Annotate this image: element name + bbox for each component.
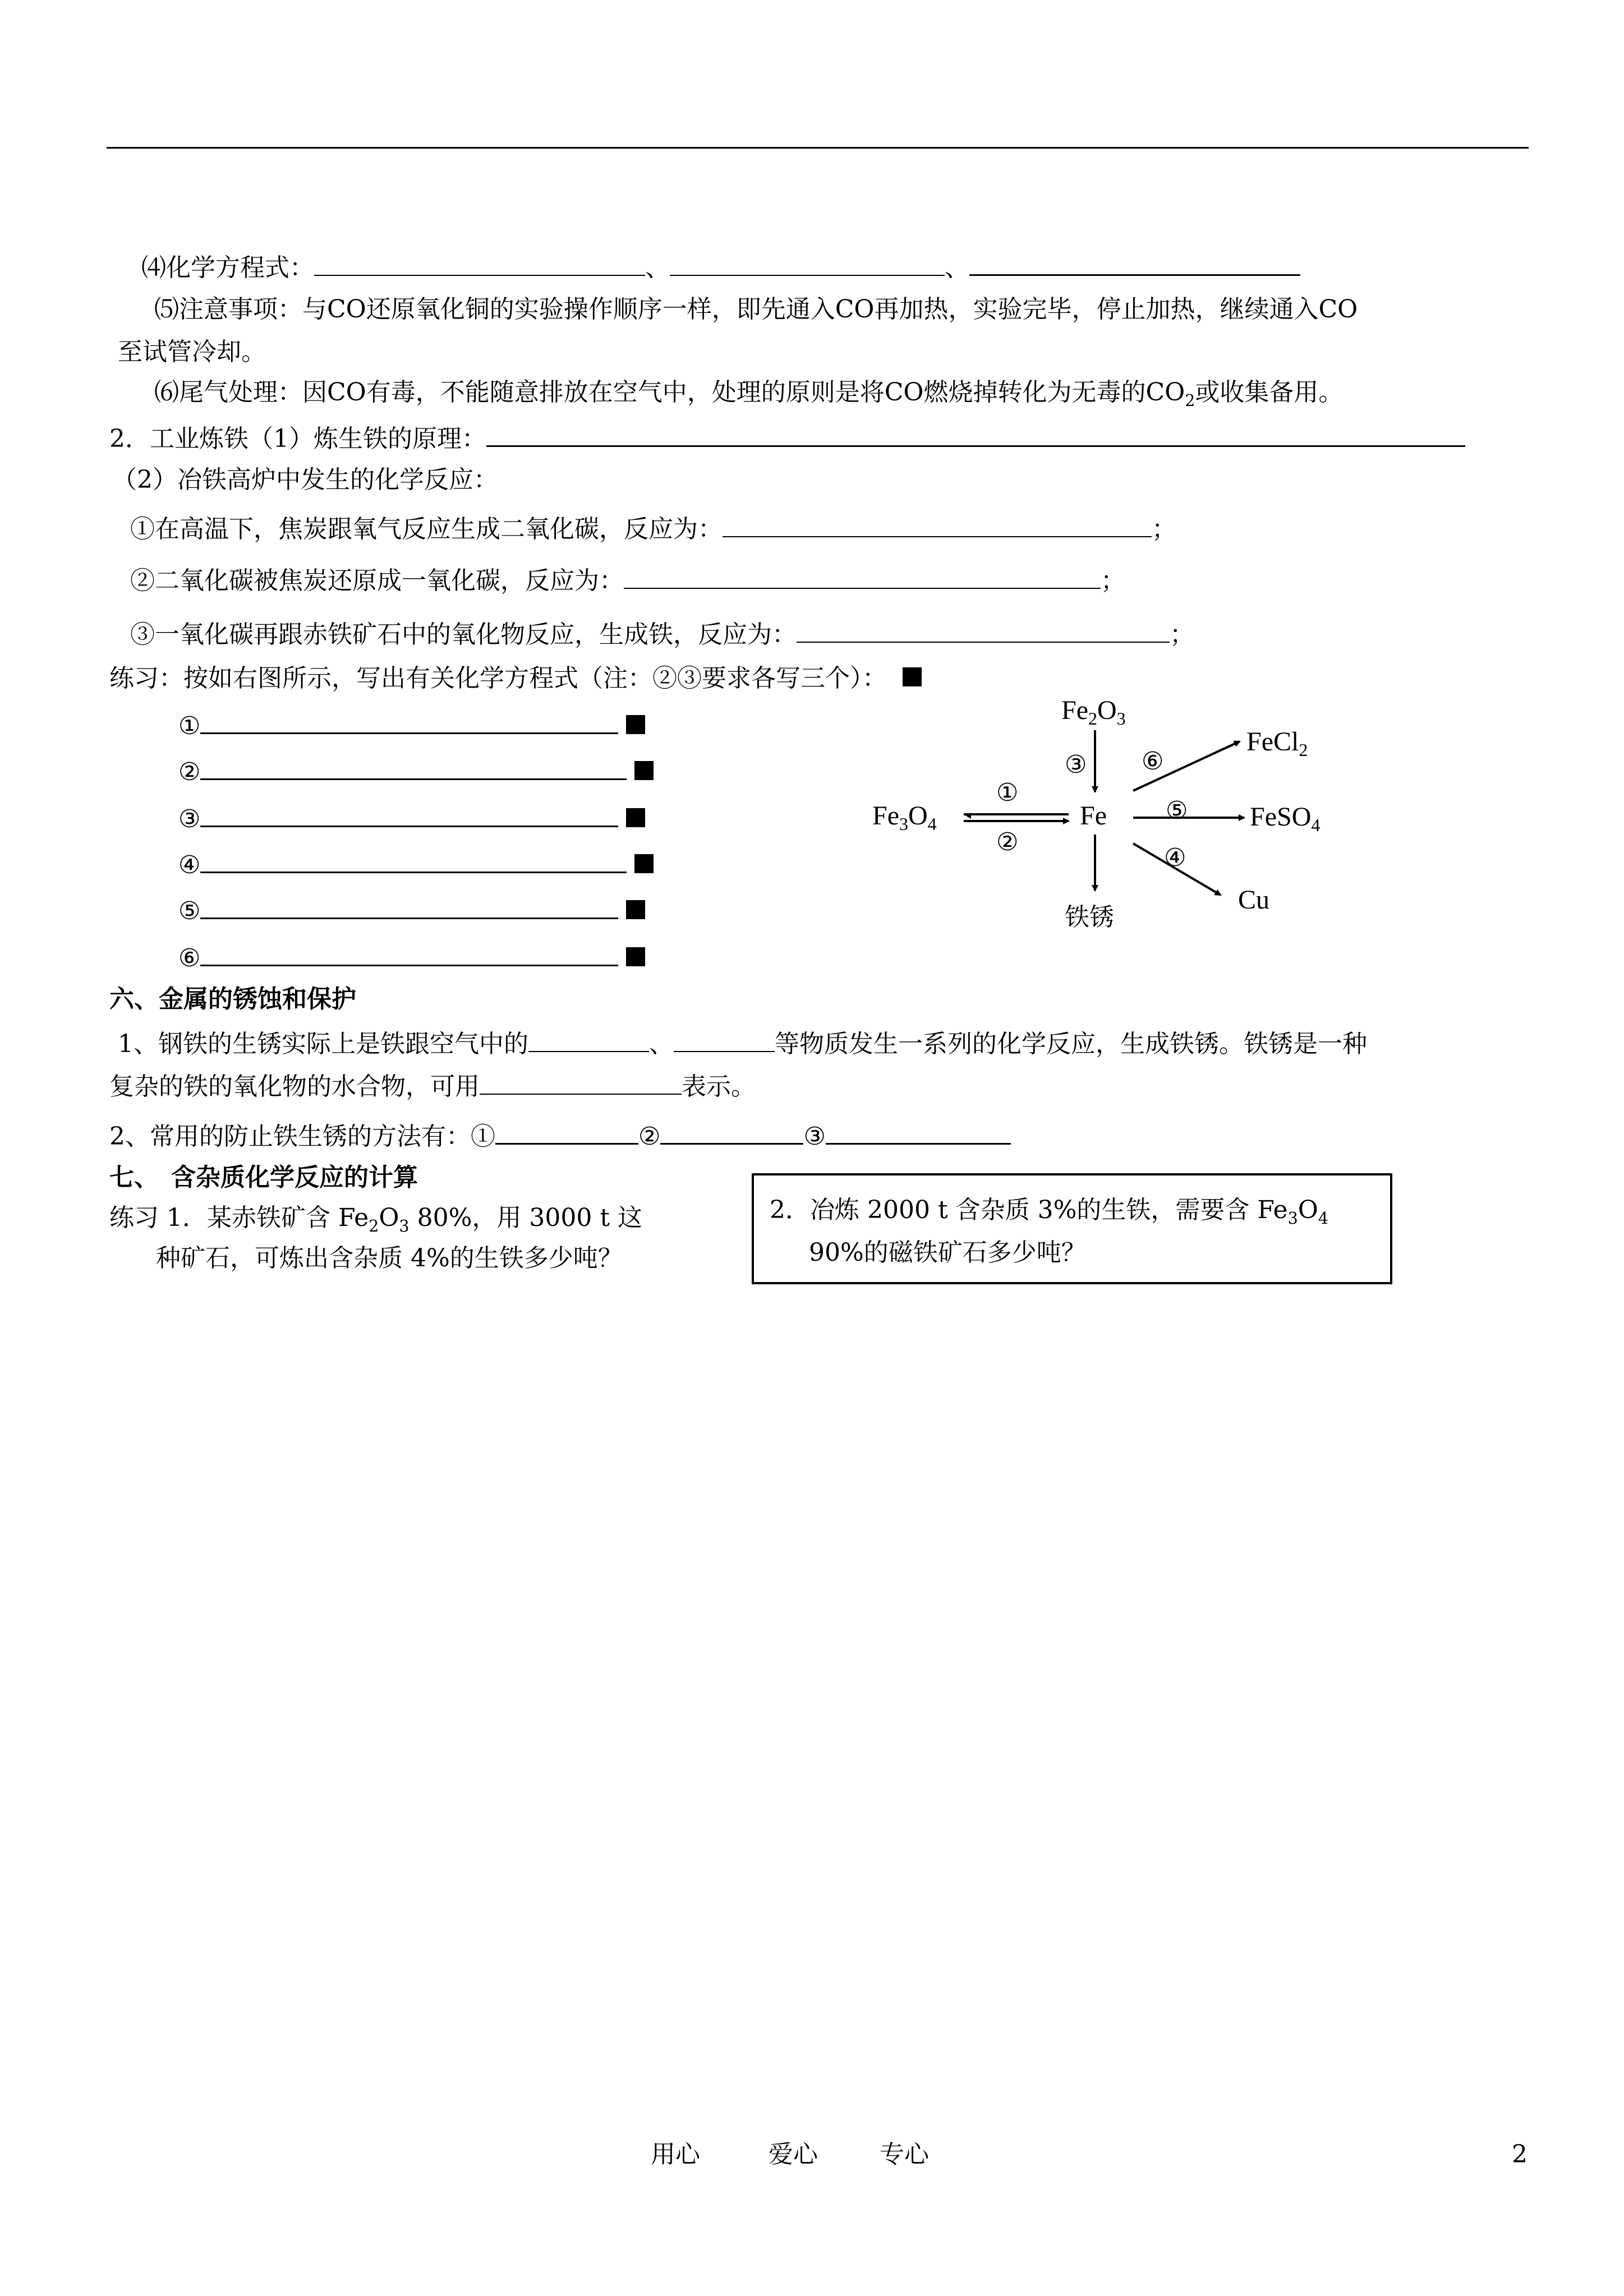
blank-method-1[interactable] [495, 1118, 638, 1145]
practice-blank[interactable] [200, 754, 627, 780]
ex1-text-c: 80%，用 3000 t 这 [409, 1204, 643, 1232]
item6-text-pre: ⑹尾气处理：因CO有毒，不能随意排放在空气中，处理的原则是将CO燃烧掉转化为无毒的CO [154, 378, 1185, 407]
node-fe3o4: $Fe_3O_4$ [872, 801, 937, 834]
section-six-p1 [118, 1026, 1367, 1061]
header-rule [107, 147, 1529, 149]
square-marker-icon [634, 761, 654, 780]
ex2-text-b: O [1298, 1196, 1318, 1224]
ex2-sub2: 4 [1318, 1208, 1329, 1228]
footer-motto-2: 爱心 [769, 2140, 818, 2169]
node-fe2o3: $Fe_2O_3$ [1061, 695, 1126, 729]
p1-text-a: 1、钢铁的生锈实际上是铁跟空气中的 [118, 1030, 528, 1058]
practice-item-number: ⑤ [178, 897, 201, 925]
page-number: 2 [1512, 2140, 1528, 2169]
practice-blank[interactable] [200, 708, 618, 734]
footer-motto-3: 专心 [880, 2140, 929, 2169]
practice-blank[interactable] [200, 847, 627, 873]
exercise2-line1 [770, 1193, 1328, 1235]
separator: 、 [645, 253, 670, 282]
square-marker-icon [626, 900, 645, 919]
semicolon: ； [1170, 620, 1194, 649]
item6-line [154, 376, 1343, 417]
blank-equation-1[interactable] [314, 250, 645, 276]
label-2: ② [996, 828, 1019, 856]
practice-blank[interactable] [200, 893, 618, 919]
practice-intro: 练习：按如右图所示，写出有关化学方程式（注：②③要求各写三个）： [109, 664, 887, 693]
reaction3-line [130, 617, 1194, 652]
p1-text-d: 表示。 [682, 1072, 756, 1101]
square-marker-icon [634, 854, 654, 873]
square-marker-icon [626, 715, 645, 734]
ex1-sub2: 3 [399, 1216, 410, 1235]
blank-method-3[interactable] [826, 1118, 1011, 1145]
practice-item-number: ② [178, 758, 201, 786]
ex1-text-a: 练习 1．某赤铁矿含 Fe [109, 1204, 369, 1232]
exercise1-line1 [109, 1201, 642, 1243]
label-5: ⑤ [1166, 796, 1188, 825]
blank-equation-2[interactable] [670, 250, 945, 276]
reaction3-text: ③一氧化碳再跟赤铁矿石中的氧化物反应，生成铁，反应为： [130, 620, 797, 649]
practice-item-number: ④ [178, 851, 201, 879]
item5-text-cont: 至试管冷却。 [118, 338, 266, 366]
section-six-p1-cont [109, 1069, 756, 1104]
item4-line [141, 250, 1300, 285]
square-marker-icon [626, 808, 645, 827]
exercise2-line2: 90%的磁铁矿石多少吨？ [809, 1238, 1086, 1267]
practice-intro-line [109, 662, 922, 695]
industrial-principle-label: 2．工业炼铁（1）炼生铁的原理： [109, 425, 486, 453]
node-fecl2: FeCl$_2$ [1246, 727, 1308, 760]
practice-blank[interactable] [200, 801, 618, 827]
node-cu: Cu [1238, 885, 1270, 915]
reaction1-line [130, 511, 1176, 546]
blank-reaction2[interactable] [624, 563, 1101, 589]
item4-label: ⑷化学方程式： [141, 253, 314, 282]
practice-item [178, 754, 654, 789]
iron-reaction-diagram [841, 684, 1374, 976]
label-4: ④ [1164, 843, 1186, 872]
practice-item-number: ⑥ [178, 944, 201, 972]
reaction2-text: ②二氧化碳被焦炭还原成一氧化碳，反应为： [130, 566, 624, 595]
blank-equation-3[interactable] [969, 250, 1300, 276]
separator: 、 [945, 253, 969, 282]
practice-blank[interactable] [200, 940, 618, 966]
practice-item [178, 801, 645, 836]
ex1-text-b: O [379, 1204, 399, 1232]
practice-item-number: ① [178, 712, 201, 740]
p2-text-c: ③ [803, 1122, 826, 1151]
section-six-p2 [109, 1118, 1011, 1154]
square-marker-icon [626, 947, 645, 966]
industrial-line2: （2）冶铁高炉中发生的化学反应： [112, 465, 498, 494]
practice-item [178, 847, 654, 882]
industrial-line1 [109, 421, 1465, 456]
reaction1-text: ①在高温下，焦炭跟氧气反应生成二氧化碳，反应为： [130, 515, 723, 543]
blank-principle[interactable] [486, 421, 1465, 447]
node-rust: 铁锈 [1065, 903, 1114, 932]
p1-text-c: 复杂的铁的氧化物的水合物，可用 [109, 1072, 480, 1101]
practice-item [178, 893, 645, 928]
section-six-title: 六、金属的锈蚀和保护 [109, 985, 356, 1013]
p2-text-b: ② [638, 1122, 661, 1151]
p2-text-a: 2、常用的防止铁生锈的方法有：① [109, 1122, 495, 1151]
p1-text-b: 等物质发生一系列的化学反应，生成铁锈。铁锈是一种 [775, 1030, 1367, 1058]
item6-sub: 2 [1185, 390, 1195, 410]
node-feso4: FeSO$_4$ [1250, 802, 1321, 835]
blank-substance-1[interactable] [528, 1026, 649, 1052]
section-seven-title: 七、 含杂质化学反应的计算 [109, 1163, 418, 1192]
blank-substance-2[interactable] [674, 1026, 775, 1052]
practice-item-number: ③ [178, 805, 201, 833]
blank-reaction1[interactable] [723, 511, 1152, 537]
blank-reaction3[interactable] [797, 617, 1170, 643]
label-6: ⑥ [1142, 747, 1164, 776]
label-1: ① [996, 778, 1019, 807]
item6-text-post: 或收集备用。 [1195, 378, 1344, 407]
ex2-text-a: 2．冶炼 2000 t 含杂质 3%的生铁，需要含 Fe [770, 1196, 1288, 1224]
node-fe: Fe [1080, 801, 1107, 831]
semicolon: ； [1152, 515, 1176, 543]
footer-motto-1: 用心 [651, 2140, 700, 2169]
reaction2-line [130, 563, 1125, 598]
practice-item [178, 708, 645, 743]
item5-text: ⑸注意事项：与CO还原氧化铜的实验操作顺序一样，即先通入CO再加热，实验完毕，停止加热，继续通入CO [154, 295, 1358, 324]
blank-rust-formula[interactable] [480, 1069, 682, 1095]
semicolon: ； [1101, 566, 1125, 595]
practice-item [178, 940, 645, 975]
exercise1-line2: 种矿石，可炼出含杂质 4%的生铁多少吨？ [156, 1244, 623, 1273]
separator: 、 [649, 1030, 674, 1058]
ex1-sub1: 2 [369, 1216, 379, 1235]
blank-method-2[interactable] [660, 1118, 803, 1145]
label-3: ③ [1065, 750, 1087, 779]
ex2-sub1: 3 [1287, 1208, 1298, 1228]
square-marker-icon [903, 667, 922, 686]
